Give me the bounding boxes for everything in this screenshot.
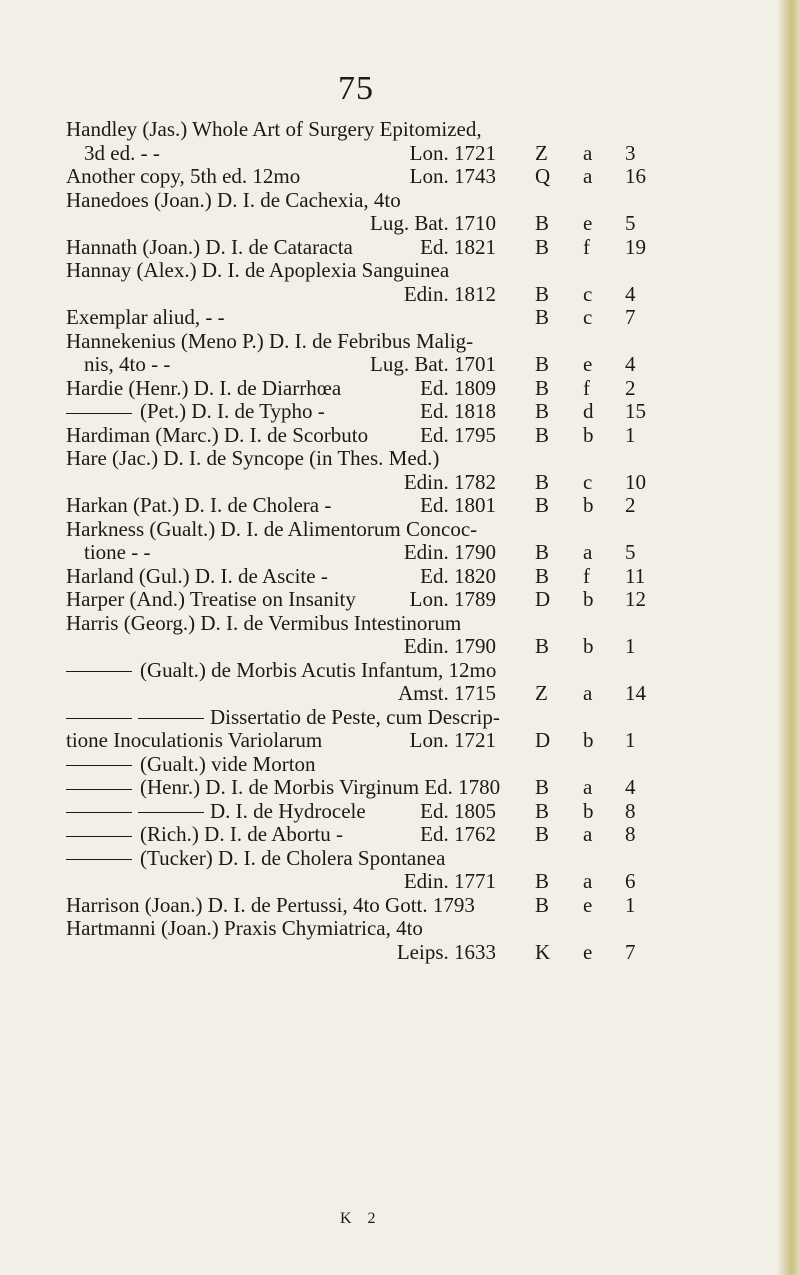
entry-title: Harland (Gul.) D. I. de Ascite -	[66, 563, 328, 588]
shelf-mark	[527, 635, 657, 659]
entry-text	[66, 565, 328, 589]
shelf-number: 6	[625, 869, 636, 893]
entry-title: Hare (Jac.) D. I. de Syncope (in Thes. Med.)	[66, 446, 440, 470]
entry-title: (Pet.) D. I. de Typho -	[140, 399, 325, 423]
shelf-press: B	[535, 775, 550, 799]
entry-title: tione Inoculationis Variolarum	[66, 728, 323, 752]
shelf-number: 1	[625, 728, 636, 752]
entry-place-year: Amst. 1715	[397, 681, 496, 705]
shelf-mark	[527, 377, 657, 401]
entry-place-year: Ed. 1795	[420, 422, 496, 447]
ditto-dash	[66, 413, 132, 414]
shelf-mark	[527, 588, 657, 612]
shelf-letter: a	[583, 869, 593, 893]
shelf-press: B	[535, 375, 550, 400]
entry-line	[66, 682, 666, 706]
ditto-dash	[66, 765, 132, 766]
shelf-letter: a	[583, 775, 593, 799]
entry-text	[66, 518, 477, 542]
shelf-number: 1	[625, 422, 636, 447]
entry-line	[66, 659, 666, 683]
entry-text	[66, 753, 316, 777]
shelf-letter: a	[583, 140, 593, 165]
entry-text	[66, 494, 331, 518]
shelf-press: B	[535, 563, 550, 588]
entry-place-year: Lon. 1721	[409, 728, 496, 752]
entry-title: Hannekenius (Meno P.) D. I. de Febribus Malig-	[66, 328, 474, 353]
shelf-number: 8	[625, 798, 636, 823]
catalogue-entry	[66, 612, 666, 659]
entry-line	[66, 118, 666, 142]
entry-line	[66, 424, 666, 448]
shelf-press: Z	[535, 681, 548, 705]
entry-text	[66, 306, 225, 330]
shelf-number: 3	[625, 140, 636, 165]
catalogue-entry	[66, 259, 666, 306]
shelf-mark	[527, 424, 657, 448]
shelf-press: B	[535, 352, 550, 376]
shelf-press: B	[535, 399, 550, 423]
shelf-press: B	[535, 281, 550, 306]
entry-place-year: Ed. 1809	[420, 375, 496, 400]
shelf-letter: e	[583, 892, 593, 917]
ditto-dash	[66, 718, 132, 719]
shelf-mark	[527, 236, 657, 260]
entry-line	[66, 753, 666, 777]
entry-title: Exemplar aliud, - -	[66, 305, 225, 329]
entry-line	[66, 283, 666, 307]
shelf-letter: a	[583, 681, 593, 705]
shelf-letter: b	[583, 587, 594, 611]
shelf-letter: c	[583, 469, 593, 494]
entry-text	[66, 847, 445, 871]
entry-place-year: Edin. 1790	[403, 540, 496, 564]
entry-line	[66, 377, 666, 401]
entry-text	[66, 588, 356, 612]
entry-text	[84, 142, 160, 166]
shelf-number: 7	[625, 939, 636, 964]
catalogue-entry	[66, 447, 666, 494]
shelf-press: D	[535, 728, 551, 752]
catalogue-entry	[66, 588, 666, 612]
shelf-mark	[527, 870, 657, 894]
shelf-press: B	[535, 892, 550, 917]
shelf-letter: a	[583, 822, 593, 846]
entry-place-year: Ed. 1818	[420, 399, 496, 423]
shelf-number: 7	[625, 305, 636, 329]
shelf-number: 16	[625, 164, 646, 188]
shelf-number: 2	[625, 375, 636, 400]
entry-title: 3d ed. - -	[84, 140, 160, 165]
entry-line	[66, 588, 666, 612]
shelf-mark	[527, 400, 657, 424]
entry-place-year: Edin. 1782	[403, 469, 496, 494]
catalogue-entry	[66, 847, 666, 894]
entry-place-year: Lon. 1721	[409, 140, 496, 165]
catalogue-entry	[66, 659, 666, 706]
shelf-number: 1	[625, 634, 636, 658]
entry-line	[66, 330, 666, 354]
entry-line	[66, 259, 666, 283]
shelf-letter: b	[583, 798, 594, 823]
shelf-number: 1	[625, 892, 636, 917]
shelf-press: B	[535, 234, 550, 259]
entry-title: Harris (Georg.) D. I. de Vermibus Intestinorum	[66, 610, 462, 635]
entry-line	[66, 189, 666, 213]
entry-line	[66, 776, 666, 800]
entry-line	[66, 800, 666, 824]
entry-title: Harper (And.) Treatise on Insanity	[66, 587, 356, 611]
page-number: 75	[338, 70, 374, 107]
entry-text	[66, 776, 500, 800]
entry-title: D. I. de Hydrocele	[210, 798, 366, 823]
shelf-number: 14	[625, 681, 646, 705]
shelf-number: 2	[625, 493, 636, 517]
shelf-letter: b	[583, 728, 594, 752]
entry-text	[66, 377, 341, 401]
entry-place-year: Ed. 1821	[420, 234, 496, 259]
catalogue-entry	[66, 424, 666, 448]
shelf-number: 12	[625, 587, 646, 611]
shelf-press: B	[535, 493, 550, 517]
entry-text	[66, 659, 496, 683]
catalogue-entry	[66, 894, 666, 918]
shelf-letter: c	[583, 281, 593, 306]
catalogue-entry	[66, 565, 666, 589]
entry-line	[66, 635, 666, 659]
entry-line	[66, 142, 666, 166]
catalogue-entry	[66, 400, 666, 424]
entry-line	[66, 823, 666, 847]
entry-title: Another copy, 5th ed. 12mo	[66, 164, 301, 188]
catalogue-entries	[66, 118, 666, 964]
entry-place-year: Lug. Bat. 1701	[370, 352, 496, 376]
entry-line	[66, 729, 666, 753]
entry-line	[66, 941, 666, 965]
shelf-number: 4	[625, 775, 636, 799]
entry-title: nis, 4to - -	[84, 352, 171, 376]
entry-place-year: Edin. 1771	[403, 869, 496, 893]
entry-title: Hanedoes (Joan.) D. I. de Cachexia, 4to	[66, 187, 401, 212]
shelf-mark	[527, 729, 657, 753]
signature-mark: K 2	[340, 1210, 382, 1227]
entry-text	[66, 189, 401, 213]
entry-title: (Rich.) D. I. de Abortu -	[140, 822, 343, 846]
ditto-dash	[66, 836, 132, 837]
entry-place-year: Lug. Bat. 1710	[370, 211, 496, 235]
catalogue-entry	[66, 330, 666, 377]
catalogue-entry	[66, 776, 666, 800]
shelf-number: 10	[625, 469, 646, 494]
shelf-letter: e	[583, 352, 593, 376]
entry-line	[66, 706, 666, 730]
catalogue-entry	[66, 494, 666, 518]
entry-title: (Gualt.) vide Morton	[140, 751, 316, 776]
catalogue-entry	[66, 823, 666, 847]
entry-line	[66, 353, 666, 377]
entry-place-year: Ed. 1762	[420, 822, 496, 846]
shelf-press: B	[535, 540, 550, 564]
entry-place-year: Edin. 1812	[403, 281, 496, 306]
page-edge-shadow	[778, 0, 800, 1275]
shelf-letter: a	[583, 164, 593, 188]
ditto-dash	[66, 859, 132, 860]
entry-text	[66, 236, 353, 260]
entry-place-year: Ed. 1801	[420, 493, 496, 517]
entry-line	[66, 518, 666, 542]
entry-place-year: Lon. 1789	[409, 587, 496, 611]
entry-text	[84, 541, 150, 565]
entry-title: Dissertatio de Peste, cum Descrip-	[210, 704, 500, 729]
shelf-mark	[527, 165, 657, 189]
entry-line	[66, 212, 666, 236]
entry-line	[66, 165, 666, 189]
shelf-letter: e	[583, 939, 593, 964]
entry-place-year: Leips. 1633	[396, 939, 496, 964]
entry-line	[66, 541, 666, 565]
entry-place-year: Lon. 1743	[409, 164, 496, 188]
shelf-number: 8	[625, 822, 636, 846]
entry-text	[66, 894, 475, 918]
entry-title: (Henr.) D. I. de Morbis Virginum Ed. 1780	[140, 775, 501, 799]
catalogue-entry	[66, 377, 666, 401]
entry-line	[66, 306, 666, 330]
entry-title: Hartmanni (Joan.) Praxis Chymiatrica, 4to	[66, 916, 423, 940]
entry-title: Harkan (Pat.) D. I. de Cholera -	[66, 493, 332, 517]
shelf-mark	[527, 353, 657, 377]
shelf-letter: e	[583, 211, 593, 235]
shelf-letter: b	[583, 634, 594, 658]
shelf-mark	[527, 306, 657, 330]
entry-text	[66, 917, 423, 941]
shelf-letter: f	[583, 563, 590, 588]
entry-line	[66, 870, 666, 894]
entry-line	[66, 236, 666, 260]
catalogue-entry	[66, 753, 666, 777]
shelf-number: 15	[625, 399, 646, 423]
shelf-letter: b	[583, 422, 594, 447]
entry-text	[66, 259, 449, 283]
shelf-number: 5	[625, 211, 636, 235]
shelf-mark	[527, 541, 657, 565]
catalogue-entry	[66, 706, 666, 753]
shelf-press: B	[535, 305, 550, 329]
shelf-number: 19	[625, 234, 646, 259]
entry-line	[66, 894, 666, 918]
shelf-mark	[527, 494, 657, 518]
shelf-letter: f	[583, 234, 590, 259]
ditto-dash	[66, 789, 132, 790]
shelf-press: B	[535, 869, 550, 893]
entry-place-year: Ed. 1805	[420, 798, 496, 823]
entry-text	[84, 353, 170, 377]
catalogue-entry	[66, 917, 666, 964]
shelf-mark	[527, 565, 657, 589]
shelf-mark	[527, 212, 657, 236]
ditto-dash	[138, 718, 204, 719]
entry-text	[66, 706, 500, 730]
catalogue-entry	[66, 306, 666, 330]
catalogue-entry	[66, 165, 666, 189]
shelf-press: B	[535, 211, 550, 235]
entry-text	[66, 330, 473, 354]
catalogue-entry	[66, 236, 666, 260]
shelf-letter: d	[583, 399, 594, 423]
entry-text	[66, 447, 439, 471]
entry-title: Hardiman (Marc.) D. I. de Scorbuto	[66, 422, 369, 447]
shelf-letter: b	[583, 493, 594, 517]
shelf-mark	[527, 823, 657, 847]
entry-text	[66, 800, 366, 824]
entry-place-year: Edin. 1790	[403, 634, 496, 658]
entry-title: Hannay (Alex.) D. I. de Apoplexia Sanguinea	[66, 258, 450, 282]
shelf-mark	[527, 682, 657, 706]
shelf-number: 4	[625, 281, 636, 306]
entry-title: Handley (Jas.) Whole Art of Surgery Epitomized,	[66, 117, 482, 141]
entry-text	[66, 400, 325, 424]
ditto-dash	[138, 812, 204, 813]
shelf-mark	[527, 142, 657, 166]
entry-title: (Gualt.) de Morbis Acutis Infantum, 12mo	[140, 657, 497, 682]
ditto-dash	[66, 671, 132, 672]
shelf-press: B	[535, 634, 550, 658]
entry-line	[66, 447, 666, 471]
shelf-press: B	[535, 422, 550, 447]
shelf-number: 5	[625, 540, 636, 564]
shelf-mark	[527, 471, 657, 495]
entry-place-year: Ed. 1820	[420, 563, 496, 588]
entry-title: tione - -	[84, 540, 151, 564]
catalogue-entry	[66, 118, 666, 165]
entry-text	[66, 424, 368, 448]
entry-line	[66, 494, 666, 518]
shelf-press: K	[535, 939, 551, 964]
entry-line	[66, 917, 666, 941]
shelf-mark	[527, 283, 657, 307]
entry-title: Harkness (Gualt.) D. I. de Alimentorum Concoc-	[66, 516, 478, 541]
entry-text	[66, 165, 300, 189]
shelf-press: B	[535, 798, 550, 823]
shelf-mark	[527, 800, 657, 824]
shelf-number: 11	[625, 563, 646, 588]
entry-text	[66, 823, 343, 847]
entry-title: Harrison (Joan.) D. I. de Pertussi, 4to Gott. 1793	[66, 892, 475, 917]
shelf-mark	[527, 894, 657, 918]
shelf-letter: a	[583, 540, 593, 564]
shelf-press: D	[535, 587, 551, 611]
entry-text	[66, 612, 461, 636]
entry-line	[66, 612, 666, 636]
ditto-dash	[66, 812, 132, 813]
entry-line	[66, 565, 666, 589]
shelf-number: 4	[625, 352, 636, 376]
shelf-mark	[527, 941, 657, 965]
entry-line	[66, 400, 666, 424]
entry-text	[66, 118, 482, 142]
shelf-letter: c	[583, 305, 593, 329]
entry-text	[66, 729, 322, 753]
shelf-press: B	[535, 822, 550, 846]
catalogue-entry	[66, 518, 666, 565]
entry-title: Hardie (Henr.) D. I. de Diarrhœa	[66, 375, 342, 400]
entry-title: Hannath (Joan.) D. I. de Cataracta	[66, 234, 353, 259]
catalogue-entry	[66, 189, 666, 236]
catalogue-entry	[66, 800, 666, 824]
shelf-letter: f	[583, 375, 590, 400]
shelf-press: Z	[535, 140, 548, 165]
entry-line	[66, 847, 666, 871]
entry-line	[66, 471, 666, 495]
shelf-press: B	[535, 469, 550, 494]
shelf-mark	[527, 776, 657, 800]
entry-title: (Tucker) D. I. de Cholera Spontanea	[140, 845, 446, 870]
shelf-press: Q	[535, 164, 551, 188]
